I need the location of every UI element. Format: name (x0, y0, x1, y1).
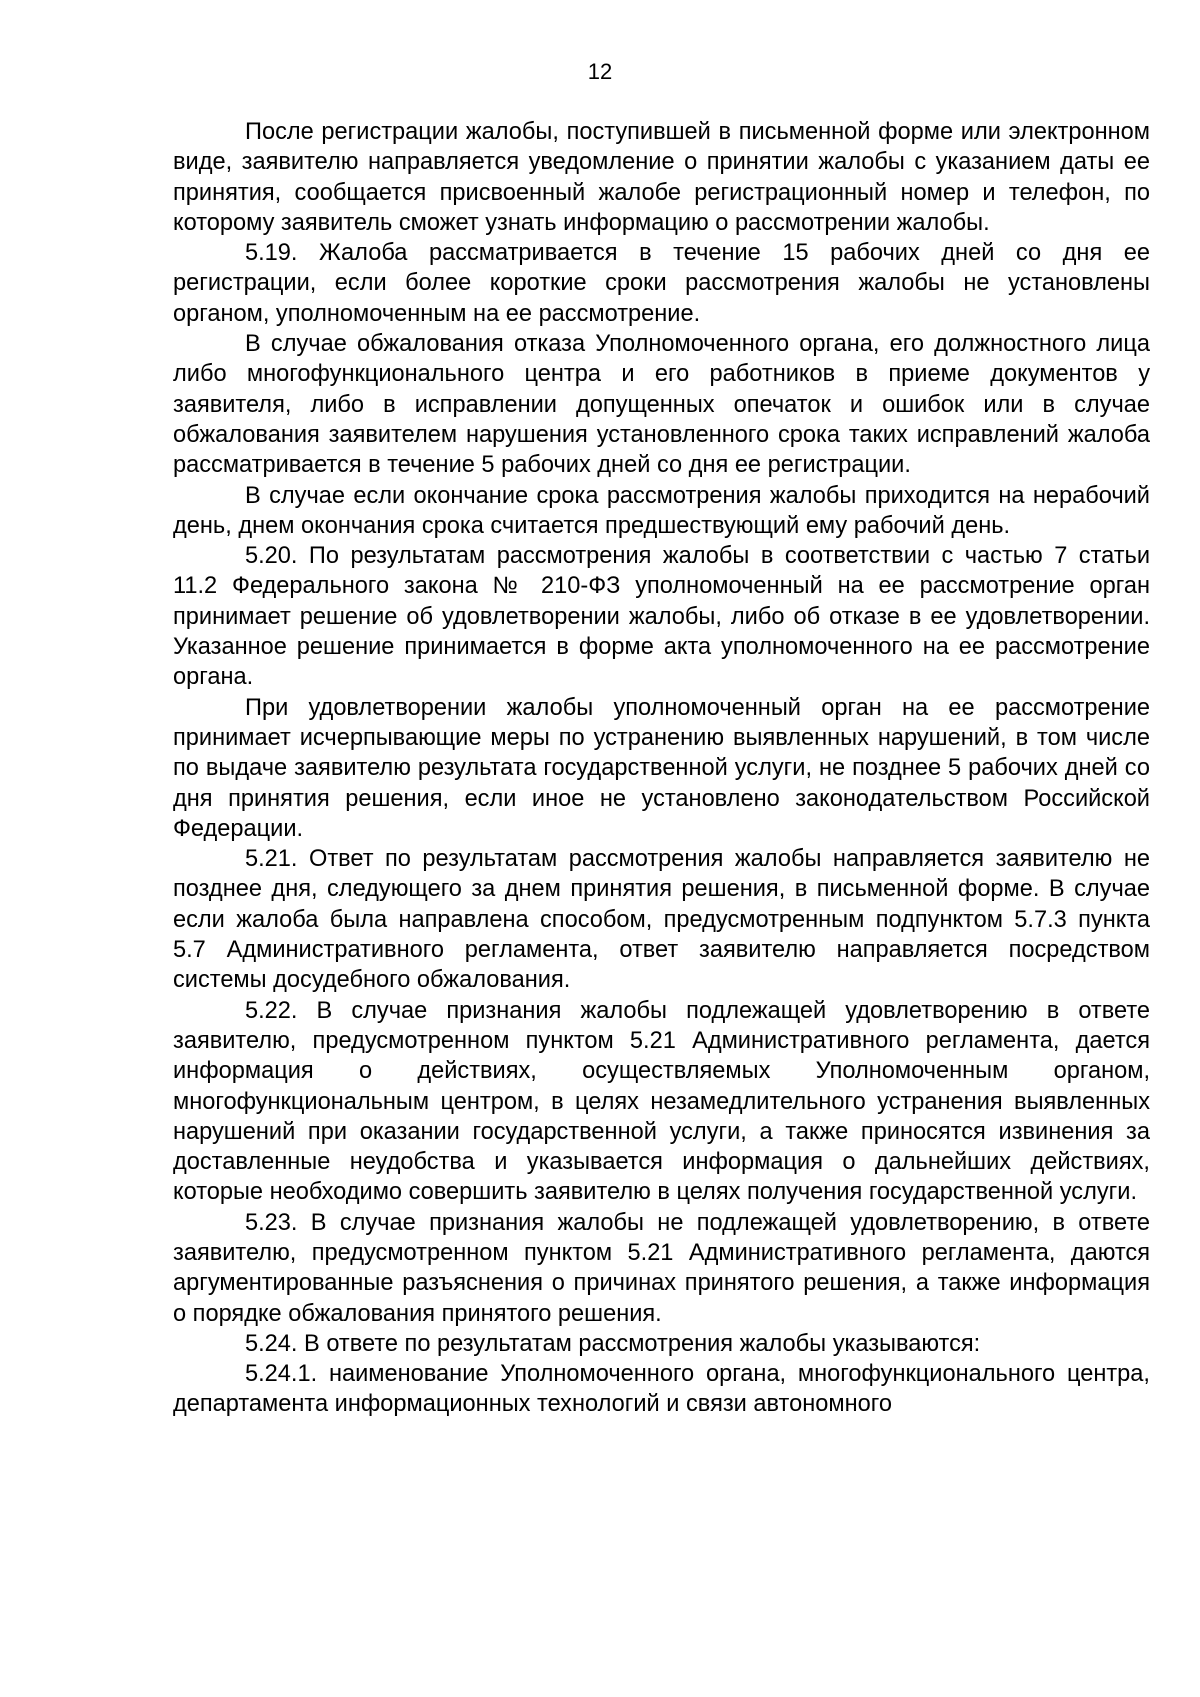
paragraph-5-19: 5.19. Жалоба рассматривается в течение 15 рабочих дней со дня ее регистрации, если более короткие сроки рассмотрения жалобы не установлены органом, уполномоченным на ее рассмотрение. (173, 240, 1150, 327)
paragraph-5-22: 5.22. В случае признания жалобы подлежащей удовлетворению в ответе заявителю, предусмотренном пунктом 5.21 Административного регламента, дается информация о действиях, осуществляемых Уполномоченным органом, многофункциональным центром, в целях незамедлительного устранения выявленных нарушений при оказании государственной услуги, а также приносятся извинения за доставленные неудобства и указывается информация о дальнейших действиях, которые необходимо совершить заявителю в целях получения государственной услуги. (173, 997, 1150, 1206)
paragraph-5-24: 5.24. В ответе по результатам рассмотрения жалобы указываются: (245, 1330, 981, 1357)
document-body (173, 117, 1150, 1420)
paragraph-registration-notice: После регистрации жалобы, поступившей в письменной форме или электронном виде, заявителю направляется уведомление о принятии жалобы с указанием даты ее принятия, сообщается присвоенный жалобе регистрационный номер и телефон, по которому заявитель сможет узнать информацию о рассмотрении жалобы. (173, 119, 1150, 236)
paragraph-non-working-day: В случае если окончание срока рассмотрения жалобы приходится на нерабочий день, днем окончания срока считается предшествующий ему рабочий день. (173, 482, 1150, 539)
paragraph-refusal-appeal: В случае обжалования отказа Уполномоченного органа, его должностного лица либо многофункционального центра и его работников в приеме документов у заявителя, либо в исправлении допущенных опечаток и ошибок или в случае обжалования заявителем нарушения установленного срока таких исправлений жалоба рассматривается в течение 5 рабочих дней со дня ее регистрации. (173, 331, 1150, 479)
paragraph-5-21: 5.21. Ответ по результатам рассмотрения жалобы направляется заявителю не позднее дня, следующего за днем принятия решения, в письменной форме. В случае если жалоба была направлена способом, предусмотренным подпунктом 5.7.3 пункта 5.7 Административного регламента, ответ заявителю направляется посредством системы досудебного обжалования. (173, 846, 1150, 994)
page-number: 12 (587, 59, 613, 84)
paragraph-5-24-1: 5.24.1. наименование Уполномоченного органа, многофункционального центра, департамента информационных технологий и связи автономного (173, 1361, 1150, 1418)
paragraph-satisfaction-measures: При удовлетворении жалобы уполномоченный орган на ее рассмотрение принимает исчерпывающие меры по устранению выявленных нарушений, в том числе по выдаче заявителю результата государственной услуги, не позднее 5 рабочих дней со дня принятия решения, если иное не установлено законодательством Российской Федерации. (173, 694, 1150, 842)
paragraph-5-23: 5.23. В случае признания жалобы не подлежащей удовлетворению, в ответе заявителю, предусмотренном пунктом 5.21 Административного регламента, даются аргументированные разъяснения о причинах принятого решения, а также информация о порядке обжалования принятого решения. (173, 1209, 1150, 1327)
paragraph-5-20: 5.20. По результатам рассмотрения жалобы в соответствии с частью 7 статьи 11.2 Федерального закона № 210-ФЗ уполномоченный на ее рассмотрение орган принимает решение об удовлетворении жалобы, либо об отказе в ее удовлетворении. Указанное решение принимается в форме акта уполномоченного на ее рассмотрение органа. (173, 543, 1150, 691)
